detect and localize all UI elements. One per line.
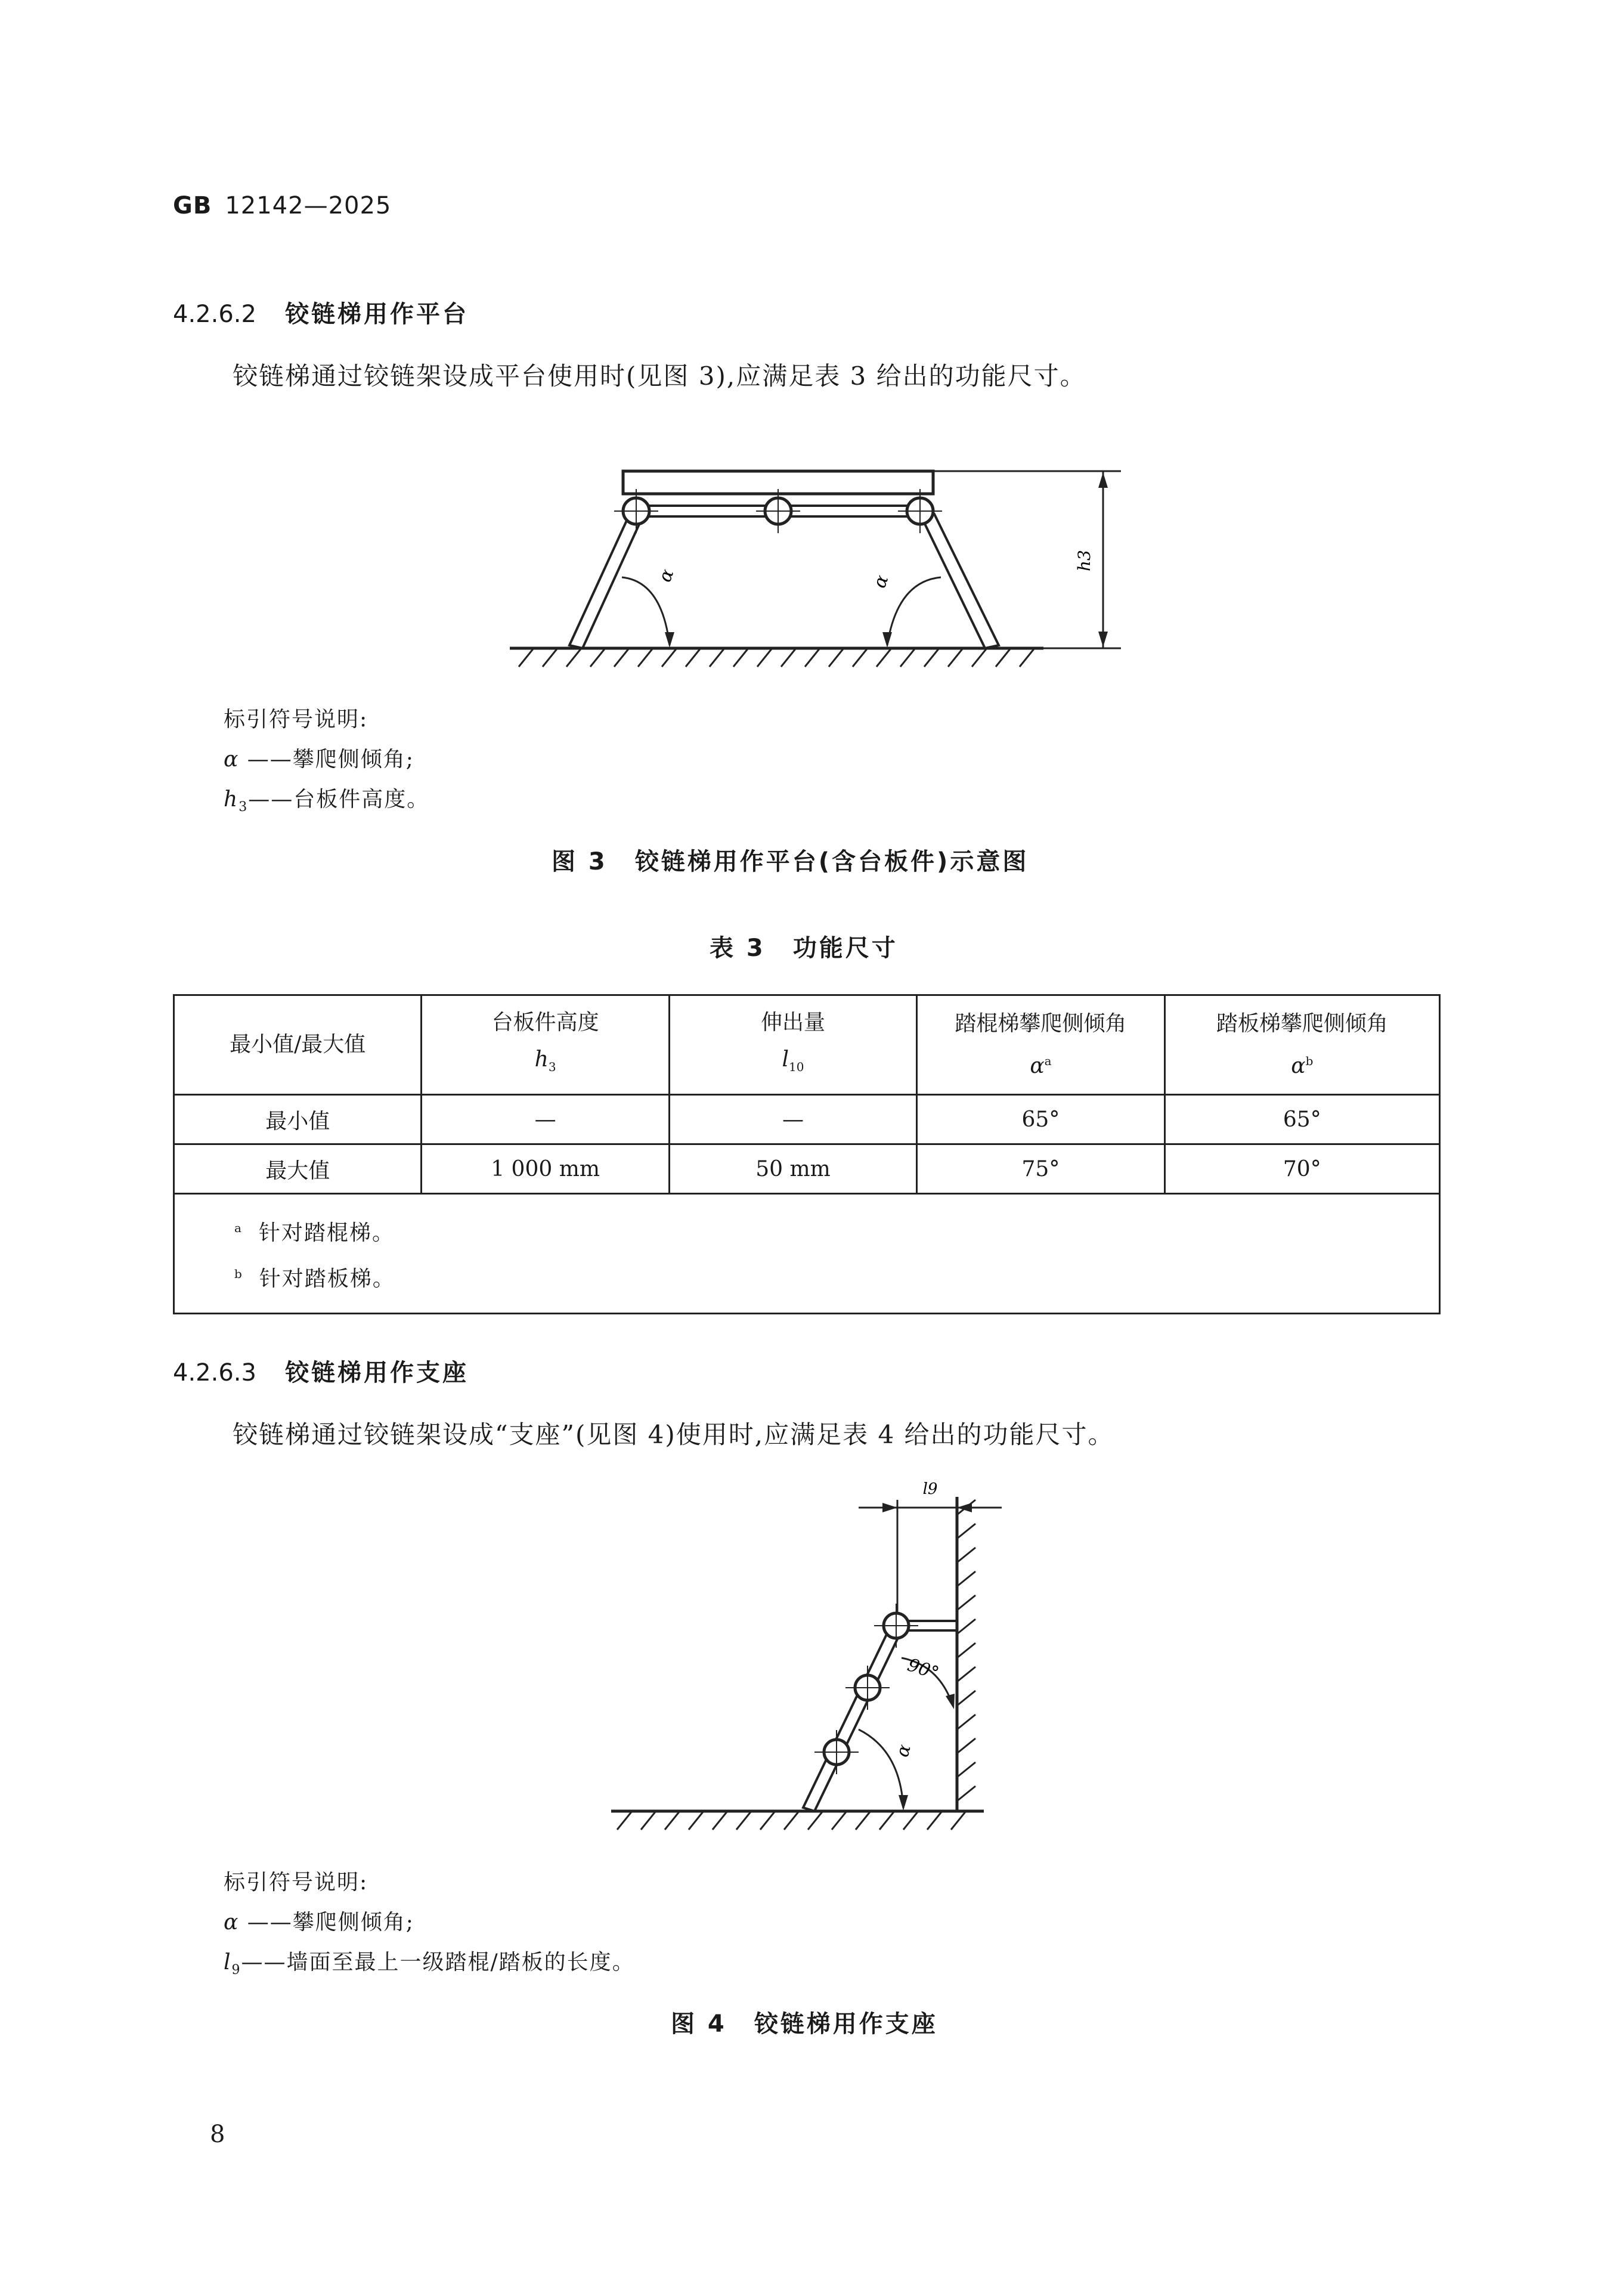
- caption-text: 铰链梯用作支座: [754, 2010, 938, 2038]
- section-title: 铰链梯用作平台: [284, 301, 469, 328]
- section-paragraph: 铰链梯通过铰链架设成平台使用时(见图 3),应满足表 3 给出的功能尺寸。: [233, 361, 1086, 391]
- table-header-row: [174, 995, 1440, 1095]
- table-notes-row: [174, 1194, 1440, 1314]
- functional-dimensions-table: [173, 994, 1441, 1314]
- caption-text: 铰链梯用作平台(含台板件)示意图: [634, 848, 1029, 875]
- hinge-joints: [614, 489, 942, 533]
- legend-description: ——攀爬侧倾角;: [247, 747, 414, 772]
- legend-symbol: l: [224, 1950, 232, 1975]
- left-angle-arrow: [665, 632, 674, 648]
- alpha-label-left: α: [654, 566, 679, 585]
- figure-3-legend-item-h3: $h_3——$台板件高度。: [224, 787, 430, 815]
- left-angle-arc: [622, 577, 670, 645]
- header-cell: 最小值/最大值: [174, 995, 422, 1095]
- section-number: 4.2.6.3: [173, 1359, 256, 1387]
- left-leg: [569, 514, 643, 648]
- table-3-caption: [710, 929, 898, 963]
- table-cell: —: [422, 1095, 669, 1144]
- table-row: [174, 1095, 1440, 1144]
- alpha-label-right: α: [869, 572, 893, 591]
- figure-4-legend-item-l9: $l_9——$墙面至最上一级踏棍/踏板的长度。: [224, 1950, 635, 1978]
- legend-description: ——台板件高度。: [248, 787, 430, 812]
- table-cell: 65°: [1164, 1095, 1439, 1144]
- table-cell: —: [669, 1095, 916, 1144]
- ground-hatching: [617, 1811, 966, 1830]
- alpha-arc: [859, 1729, 903, 1808]
- table-cell: 75°: [917, 1144, 1164, 1194]
- figure-4-legend-title: 标引符号说明:: [224, 1870, 368, 1895]
- table-cell: 最小值: [174, 1095, 422, 1144]
- right-angle-arc: [887, 577, 941, 645]
- table-cell: 65°: [917, 1095, 1164, 1144]
- ground-hatching: [519, 648, 1034, 667]
- table-cell: 50 mm: [669, 1144, 916, 1194]
- figure-3-diagram: [0, 0, 1623, 716]
- l9-label: l9: [922, 1480, 938, 1498]
- figure-4-legend-item-alpha: [224, 1905, 414, 1938]
- figure-3-caption: [552, 843, 1029, 877]
- caption-number: 图 3: [552, 848, 608, 875]
- caption-text: 功能尺寸: [792, 935, 898, 962]
- legend-symbol: h: [224, 787, 239, 812]
- table-footnote: $^b$ 针对踏板梯。: [234, 1267, 395, 1291]
- legend-symbol: α: [224, 1910, 240, 1935]
- figure-4-caption: [671, 2005, 938, 2039]
- section-paragraph: 铰链梯通过铰链架设成“支座”(见图 4)使用时,应满足表 4 给出的功能尺寸。: [233, 1420, 1114, 1449]
- section-heading-4-2-6-3: [173, 1354, 469, 1388]
- table-cell: 70°: [1164, 1144, 1439, 1194]
- legend-symbol: α: [224, 747, 240, 772]
- figure-3-legend-title: 标引符号说明:: [224, 707, 368, 732]
- table-footnotes: [174, 1194, 1440, 1314]
- header-cell: 台板件高度 $h_3$: [422, 995, 669, 1095]
- header-prefix: GB: [173, 192, 212, 219]
- table-cell: 最大值: [174, 1144, 422, 1194]
- right-angle-arrow: [882, 632, 892, 648]
- right-leg: [921, 514, 999, 648]
- header-standard-number: 12142—2025: [225, 192, 392, 219]
- alpha-label: α: [891, 1742, 915, 1760]
- h3-label: h3: [1074, 550, 1094, 571]
- figure-4-diagram: [0, 1431, 1623, 1849]
- page-number: 8: [210, 2121, 225, 2148]
- header-cell: 踏板梯攀爬侧倾角 $\alpha^b$: [1164, 995, 1439, 1095]
- section-number: 4.2.6.2: [173, 301, 256, 328]
- angle-90-label: 90°: [905, 1654, 941, 1685]
- figure-3-legend-item-alpha: [224, 742, 414, 775]
- legend-description: ——攀爬侧倾角;: [247, 1910, 414, 1935]
- ladder-stile: [803, 1627, 902, 1811]
- table-footnote: $^a$ 针对踏棍梯。: [234, 1221, 395, 1245]
- section-title: 铰链梯用作支座: [284, 1359, 469, 1387]
- header-cell: 踏棍梯攀爬侧倾角 $\alpha^a$: [917, 995, 1164, 1095]
- table-row: [174, 1144, 1440, 1194]
- caption-number: 表 3: [710, 935, 766, 962]
- header-cell: 伸出量 $l_{10}$: [669, 995, 916, 1095]
- legend-description: ——墙面至最上一级踏棍/踏板的长度。: [241, 1950, 635, 1975]
- wall-hatching: [957, 1500, 975, 1801]
- table-cell: 1 000 mm: [422, 1144, 669, 1194]
- caption-number: 图 4: [671, 2010, 727, 2038]
